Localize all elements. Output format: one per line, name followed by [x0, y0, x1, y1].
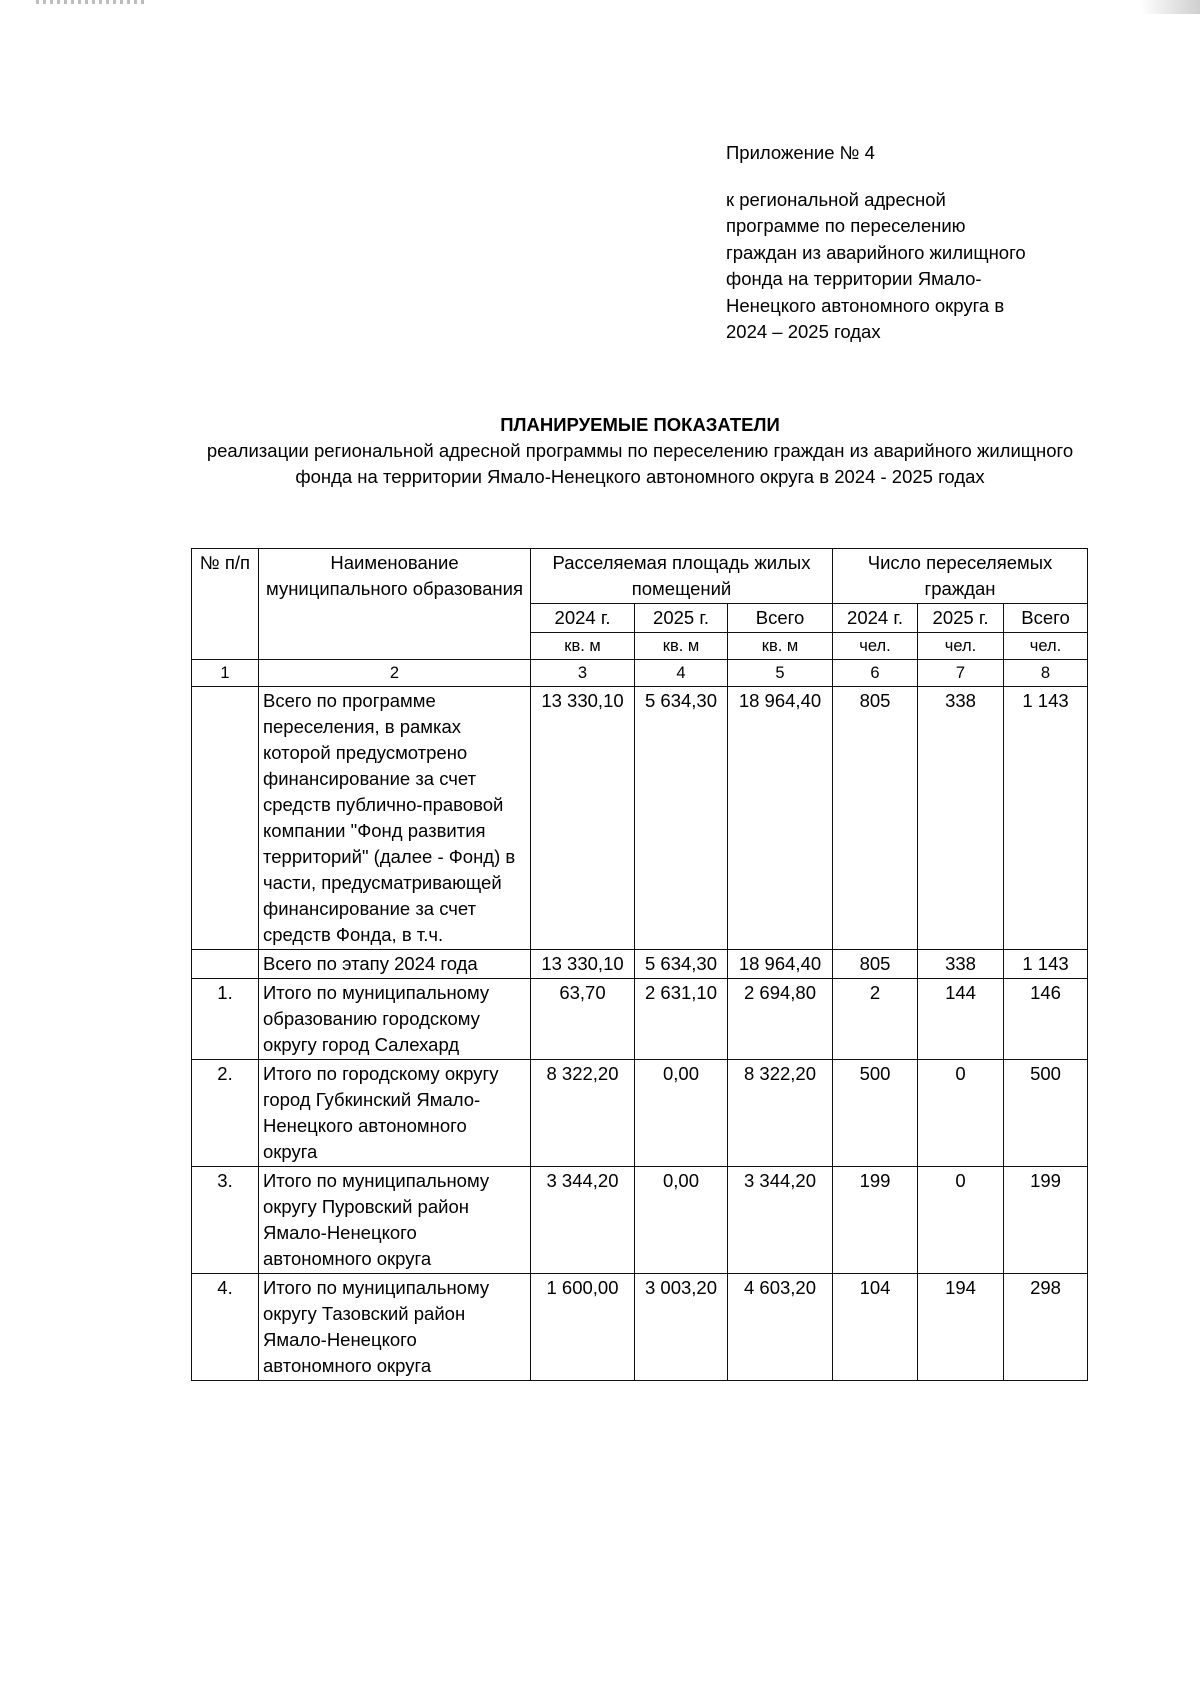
unit-area-2025: кв. м: [635, 633, 728, 660]
table-row: [192, 1274, 1088, 1381]
row-people-2025: 194: [918, 1274, 1004, 1381]
row-people-2024: 199: [833, 1167, 918, 1274]
row-people-total: 146: [1004, 979, 1088, 1060]
row-people-2025: 338: [918, 687, 1004, 950]
row-num: 4.: [192, 1274, 259, 1381]
appendix-line: программе по переселению: [726, 215, 966, 236]
appendix-line: к региональной адресной: [726, 188, 946, 210]
document-subtitle: реализации региональной адресной программы по переселению граждан из аварийного жилищного фонда на территории Ямало-Ненецкого автономного округа в 2024 - 2025 годах: [206, 440, 1074, 487]
appendix-number: Приложение № 4: [726, 142, 875, 163]
row-num: 3.: [192, 1167, 259, 1274]
table-column-numbers-row: [192, 660, 1088, 687]
row-name: Итого по муниципальному округу Тазовский район Ямало-Ненецкого автономного округа: [259, 1274, 531, 1381]
header-area-2025: 2025 г.: [635, 604, 728, 633]
document-heading: [190, 412, 1090, 490]
row-area-total: 2 694,80: [728, 979, 833, 1060]
row-area-2024: 13 330,10: [531, 950, 635, 979]
row-num: [192, 950, 259, 979]
row-area-total: 18 964,40: [728, 687, 833, 950]
row-people-total: 199: [1004, 1167, 1088, 1274]
appendix-block: [726, 140, 1106, 346]
header-area-group: Расселяемая площадь жилых помещений: [531, 549, 833, 604]
indicators-table: [191, 548, 1088, 1381]
row-area-2024: 1 600,00: [531, 1274, 635, 1381]
document-title: ПЛАНИРУЕМЫЕ ПОКАЗАТЕЛИ: [500, 414, 780, 435]
row-area-2025: 5 634,30: [635, 687, 728, 950]
unit-people-2024: чел.: [833, 633, 918, 660]
scan-artifact-left: [36, 0, 146, 4]
row-num: [192, 687, 259, 950]
row-num: 1.: [192, 979, 259, 1060]
row-area-2025: 0,00: [635, 1167, 728, 1274]
appendix-line: фонда на территории Ямало-: [726, 268, 982, 289]
row-area-2025: 0,00: [635, 1060, 728, 1167]
row-area-2024: 13 330,10: [531, 687, 635, 950]
row-people-2024: 104: [833, 1274, 918, 1381]
header-people-group: Число переселяемых граждан: [833, 549, 1088, 604]
row-area-total: 8 322,20: [728, 1060, 833, 1167]
header-people-total: Всего: [1004, 604, 1088, 633]
row-people-total: 1 143: [1004, 950, 1088, 979]
header-area-2024: 2024 г.: [531, 604, 635, 633]
row-people-total: 1 143: [1004, 687, 1088, 950]
row-people-total: 500: [1004, 1060, 1088, 1167]
row-name: Всего по этапу 2024 года: [259, 950, 531, 979]
row-name: Итого по муниципальному округу Пуровский район Ямало-Ненецкого автономного округа: [259, 1167, 531, 1274]
header-area-total: Всего: [728, 604, 833, 633]
row-people-2024: 805: [833, 687, 918, 950]
row-people-2025: 144: [918, 979, 1004, 1060]
column-number: 3: [531, 660, 635, 687]
scan-artifact-right: [1140, 0, 1200, 14]
row-people-2024: 2: [833, 979, 918, 1060]
header-people-2024: 2024 г.: [833, 604, 918, 633]
row-name: Итого по муниципальному образованию городскому округу город Салехард: [259, 979, 531, 1060]
row-name: Всего по программе переселения, в рамках которой предусмотрено финансирование за счет средств публично-правовой компании "Фонд развития территорий" (далее - Фонд) в части, предусматривающей финансирование за счет средств Фонда, в т.ч.: [259, 687, 531, 950]
column-number: 1: [192, 660, 259, 687]
row-people-2025: 338: [918, 950, 1004, 979]
appendix-line: Ненецкого автономного округа в: [726, 294, 1005, 316]
column-number: 4: [635, 660, 728, 687]
table-row: [192, 979, 1088, 1060]
column-number: 5: [728, 660, 833, 687]
row-area-total: 3 344,20: [728, 1167, 833, 1274]
column-number: 8: [1004, 660, 1088, 687]
row-people-2025: 0: [918, 1060, 1004, 1167]
row-area-total: 18 964,40: [728, 950, 833, 979]
row-num: 2.: [192, 1060, 259, 1167]
column-number: 7: [918, 660, 1004, 687]
appendix-line: граждан из аварийного жилищного: [726, 241, 1026, 263]
row-people-2024: 500: [833, 1060, 918, 1167]
table-row: [192, 1167, 1088, 1274]
row-area-2024: 8 322,20: [531, 1060, 635, 1167]
unit-area-2024: кв. м: [531, 633, 635, 660]
row-area-total: 4 603,20: [728, 1274, 833, 1381]
column-number: 6: [833, 660, 918, 687]
row-area-2025: 5 634,30: [635, 950, 728, 979]
row-area-2025: 2 631,10: [635, 979, 728, 1060]
unit-people-total: чел.: [1004, 633, 1088, 660]
header-people-2025: 2025 г.: [918, 604, 1004, 633]
header-num: № п/п: [192, 549, 259, 660]
row-people-2024: 805: [833, 950, 918, 979]
row-area-2024: 63,70: [531, 979, 635, 1060]
column-number: 2: [259, 660, 531, 687]
table-row: [192, 687, 1088, 950]
row-people-2025: 0: [918, 1167, 1004, 1274]
unit-area-total: кв. м: [728, 633, 833, 660]
unit-people-2025: чел.: [918, 633, 1004, 660]
table-row: [192, 950, 1088, 979]
row-name: Итого по городскому округу город Губкинский Ямало-Ненецкого автономного округа: [259, 1060, 531, 1167]
table-row: [192, 1060, 1088, 1167]
table-header-row: [192, 549, 1088, 604]
row-people-total: 298: [1004, 1274, 1088, 1381]
header-name: Наименование муниципального образования: [259, 549, 531, 660]
row-area-2024: 3 344,20: [531, 1167, 635, 1274]
appendix-line: 2024 – 2025 годах: [726, 321, 881, 342]
row-area-2025: 3 003,20: [635, 1274, 728, 1381]
